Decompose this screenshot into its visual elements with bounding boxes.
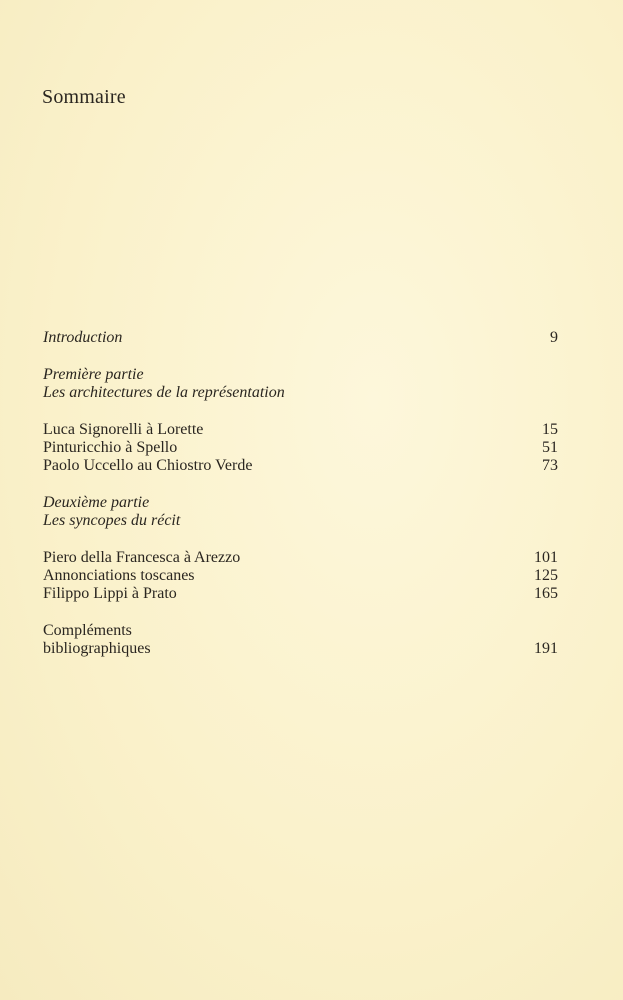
part-subtitle: Les syncopes du récit xyxy=(43,512,181,529)
page-title: Sommaire xyxy=(42,86,126,108)
toc-entry-introduction xyxy=(43,329,558,347)
toc-entry-page: 51 xyxy=(542,439,558,456)
toc-entry-label: Paolo Uccello au Chiostro Verde xyxy=(43,457,253,474)
toc-entry-label: Introduction xyxy=(43,329,123,346)
toc-entry-page: 15 xyxy=(542,421,558,438)
part-subtitle: Les architectures de la représentation xyxy=(43,384,285,401)
toc-entry-page: 125 xyxy=(534,567,558,584)
toc-entry xyxy=(43,549,558,567)
toc-entry xyxy=(43,421,558,439)
toc-entry-label: Annonciations toscanes xyxy=(43,567,195,584)
toc-entry-label: bibliographiques xyxy=(43,640,151,657)
toc-entry-page: 165 xyxy=(534,585,558,602)
toc-entry-label: Filippo Lippi à Prato xyxy=(43,585,177,602)
toc-entry-label: Luca Signorelli à Lorette xyxy=(43,421,204,438)
table-of-contents xyxy=(43,329,558,658)
toc-entry xyxy=(43,457,558,475)
part-heading: Première partie xyxy=(43,366,144,383)
toc-entry-page: 9 xyxy=(550,329,558,346)
toc-entry-label: Piero della Francesca à Arezzo xyxy=(43,549,241,566)
part-heading: Deuxième partie xyxy=(43,494,150,511)
toc-entry xyxy=(43,567,558,585)
toc-entry-label: Pinturicchio à Spello xyxy=(43,439,178,456)
toc-entry-page: 191 xyxy=(534,640,558,657)
toc-entry-page: 73 xyxy=(542,457,558,474)
toc-entry-complements xyxy=(43,640,558,658)
toc-entry-page: 101 xyxy=(534,549,558,566)
toc-entry xyxy=(43,439,558,457)
toc-entry xyxy=(43,585,558,603)
toc-entry-complements-line1: Compléments xyxy=(43,622,132,639)
